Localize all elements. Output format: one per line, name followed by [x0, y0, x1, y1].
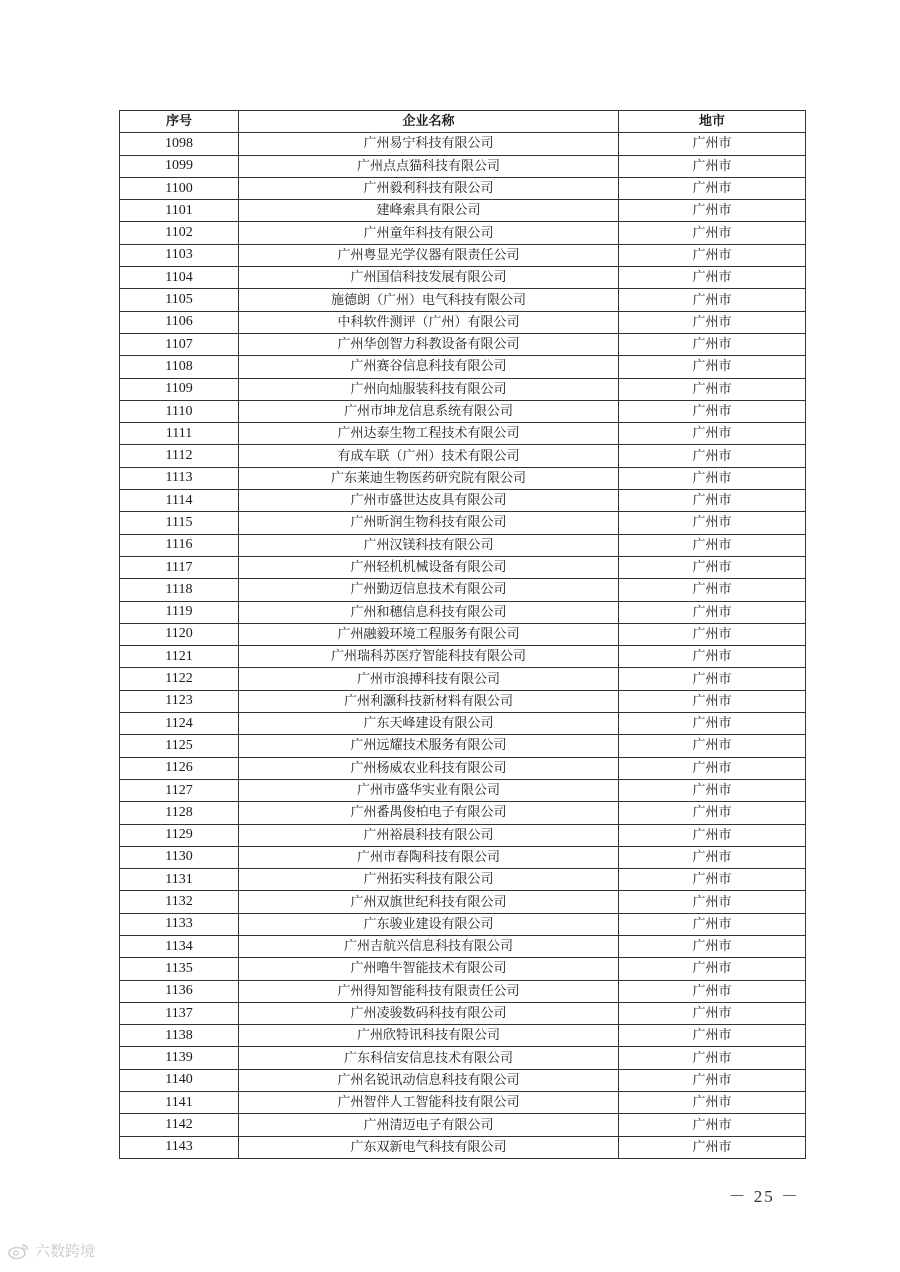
- table-row: [120, 490, 806, 512]
- cell-company-name: 有成车联（广州）技术有限公司: [239, 445, 619, 467]
- table-body: [120, 133, 806, 1159]
- cell-company-name: 广州达泰生物工程技术有限公司: [239, 423, 619, 445]
- cell-city: 广州市: [619, 356, 806, 378]
- cell-company-name: 广州点点猫科技有限公司: [239, 155, 619, 177]
- cell-serial-number: 1107: [120, 333, 239, 355]
- cell-serial-number: 1131: [120, 869, 239, 891]
- cell-city: 广州市: [619, 735, 806, 757]
- cell-city: 广州市: [619, 1025, 806, 1047]
- cell-city: 广州市: [619, 690, 806, 712]
- cell-city: 广州市: [619, 846, 806, 868]
- table-row: [120, 690, 806, 712]
- table-row: [120, 935, 806, 957]
- table-row: [120, 155, 806, 177]
- cell-company-name: 广州瑞科苏医疗智能科技有限公司: [239, 646, 619, 668]
- cell-company-name: 广东天峰建设有限公司: [239, 713, 619, 735]
- cell-company-name: 广州市春陶科技有限公司: [239, 846, 619, 868]
- cell-company-name: 广州清迈电子有限公司: [239, 1114, 619, 1136]
- table-row: [120, 400, 806, 422]
- cell-serial-number: 1127: [120, 779, 239, 801]
- cell-serial-number: 1120: [120, 623, 239, 645]
- cell-city: 广州市: [619, 177, 806, 199]
- cell-serial-number: 1125: [120, 735, 239, 757]
- cell-serial-number: 1101: [120, 200, 239, 222]
- cell-serial-number: 1114: [120, 490, 239, 512]
- cell-company-name: 广州裕晨科技有限公司: [239, 824, 619, 846]
- cell-serial-number: 1119: [120, 601, 239, 623]
- table-row: [120, 891, 806, 913]
- cell-serial-number: 1112: [120, 445, 239, 467]
- cell-company-name: 广州赛谷信息科技有限公司: [239, 356, 619, 378]
- cell-serial-number: 1099: [120, 155, 239, 177]
- cell-serial-number: 1140: [120, 1069, 239, 1091]
- table-row: [120, 869, 806, 891]
- table-row: [120, 735, 806, 757]
- cell-serial-number: 1142: [120, 1114, 239, 1136]
- table-row: [120, 512, 806, 534]
- table-header-row: [120, 111, 806, 133]
- cell-serial-number: 1130: [120, 846, 239, 868]
- cell-serial-number: 1102: [120, 222, 239, 244]
- cell-company-name: 广州易宁科技有限公司: [239, 133, 619, 155]
- cell-city: 广州市: [619, 935, 806, 957]
- cell-company-name: 广州毅利科技有限公司: [239, 177, 619, 199]
- cell-city: 广州市: [619, 133, 806, 155]
- cell-company-name: 广州名锐讯动信息科技有限公司: [239, 1069, 619, 1091]
- cell-city: 广州市: [619, 556, 806, 578]
- table-row: [120, 423, 806, 445]
- cell-city: 广州市: [619, 980, 806, 1002]
- table-row: [120, 556, 806, 578]
- cell-city: 广州市: [619, 623, 806, 645]
- cell-company-name: 施德朗（广州）电气科技有限公司: [239, 289, 619, 311]
- cell-serial-number: 1121: [120, 646, 239, 668]
- cell-company-name: 广州噜牛智能技术有限公司: [239, 958, 619, 980]
- table-row: [120, 1069, 806, 1091]
- cell-city: 广州市: [619, 267, 806, 289]
- cell-serial-number: 1139: [120, 1047, 239, 1069]
- cell-company-name: 广州市盛华实业有限公司: [239, 779, 619, 801]
- table-row: [120, 1002, 806, 1024]
- cell-company-name: 广州得知智能科技有限责任公司: [239, 980, 619, 1002]
- cell-city: 广州市: [619, 958, 806, 980]
- table-row: [120, 757, 806, 779]
- cell-serial-number: 1134: [120, 935, 239, 957]
- table-row: [120, 333, 806, 355]
- cell-company-name: 广州利灏科技新材料有限公司: [239, 690, 619, 712]
- cell-serial-number: 1137: [120, 1002, 239, 1024]
- cell-serial-number: 1143: [120, 1136, 239, 1158]
- table-row: [120, 1114, 806, 1136]
- cell-city: 广州市: [619, 534, 806, 556]
- cell-serial-number: 1105: [120, 289, 239, 311]
- cell-company-name: 广州远耀技术服务有限公司: [239, 735, 619, 757]
- table-row: [120, 177, 806, 199]
- cell-city: 广州市: [619, 913, 806, 935]
- table-row: [120, 289, 806, 311]
- table-row: [120, 913, 806, 935]
- cell-city: 广州市: [619, 512, 806, 534]
- table-row: [120, 846, 806, 868]
- cell-serial-number: 1141: [120, 1092, 239, 1114]
- cell-city: 广州市: [619, 757, 806, 779]
- cell-company-name: 广州童年科技有限公司: [239, 222, 619, 244]
- cell-company-name: 广州杨威农业科技有限公司: [239, 757, 619, 779]
- cell-city: 广州市: [619, 802, 806, 824]
- table-row: [120, 623, 806, 645]
- cell-serial-number: 1132: [120, 891, 239, 913]
- table-row: [120, 1092, 806, 1114]
- cell-city: 广州市: [619, 1114, 806, 1136]
- table-row: [120, 534, 806, 556]
- watermark-text: 六数跨境: [35, 1242, 96, 1260]
- table-row: [120, 980, 806, 1002]
- cell-serial-number: 1104: [120, 267, 239, 289]
- cell-city: 广州市: [619, 155, 806, 177]
- cell-company-name: 广州和穗信息科技有限公司: [239, 601, 619, 623]
- table-row: [120, 668, 806, 690]
- cell-city: 广州市: [619, 1047, 806, 1069]
- cell-company-name: 广州昕润生物科技有限公司: [239, 512, 619, 534]
- cell-serial-number: 1138: [120, 1025, 239, 1047]
- header-company-name: 企业名称: [239, 111, 619, 133]
- cell-city: 广州市: [619, 333, 806, 355]
- cell-serial-number: 1122: [120, 668, 239, 690]
- cell-serial-number: 1133: [120, 913, 239, 935]
- cell-company-name: 广东莱迪生物医药研究院有限公司: [239, 467, 619, 489]
- cell-company-name: 广州国信科技发展有限公司: [239, 267, 619, 289]
- cell-city: 广州市: [619, 668, 806, 690]
- table-row: [120, 222, 806, 244]
- cell-company-name: 广东科信安信息技术有限公司: [239, 1047, 619, 1069]
- table-row: [120, 200, 806, 222]
- cell-serial-number: 1123: [120, 690, 239, 712]
- table-row: [120, 1047, 806, 1069]
- cell-city: 广州市: [619, 1002, 806, 1024]
- table-row: [120, 802, 806, 824]
- cell-company-name: 广州勤迈信息技术有限公司: [239, 579, 619, 601]
- table-row: [120, 244, 806, 266]
- cell-company-name: 广州粤显光学仪器有限责任公司: [239, 244, 619, 266]
- watermark: [8, 1240, 95, 1261]
- cell-serial-number: 1129: [120, 824, 239, 846]
- cell-company-name: 中科软件测评（广州）有限公司: [239, 311, 619, 333]
- cell-city: 广州市: [619, 400, 806, 422]
- table-row: [120, 1025, 806, 1047]
- table-row: [120, 445, 806, 467]
- table-row: [120, 958, 806, 980]
- cell-city: 广州市: [619, 423, 806, 445]
- cell-city: 广州市: [619, 311, 806, 333]
- header-serial-number: 序号: [120, 111, 239, 133]
- table-row: [120, 824, 806, 846]
- cell-city: 广州市: [619, 713, 806, 735]
- cell-serial-number: 1110: [120, 400, 239, 422]
- cell-serial-number: 1124: [120, 713, 239, 735]
- cell-serial-number: 1118: [120, 579, 239, 601]
- cell-city: 广州市: [619, 1069, 806, 1091]
- cell-city: 广州市: [619, 244, 806, 266]
- cell-serial-number: 1136: [120, 980, 239, 1002]
- cell-city: 广州市: [619, 222, 806, 244]
- cell-city: 广州市: [619, 445, 806, 467]
- page-number: － 25 －: [728, 1187, 800, 1206]
- cell-company-name: 广州智伴人工智能科技有限公司: [239, 1092, 619, 1114]
- cell-company-name: 广州双旗世纪科技有限公司: [239, 891, 619, 913]
- cell-serial-number: 1108: [120, 356, 239, 378]
- cell-serial-number: 1115: [120, 512, 239, 534]
- cell-serial-number: 1126: [120, 757, 239, 779]
- cell-company-name: 广州华创智力科教设备有限公司: [239, 333, 619, 355]
- table-row: [120, 601, 806, 623]
- cell-city: 广州市: [619, 824, 806, 846]
- cell-company-name: 建峰索具有限公司: [239, 200, 619, 222]
- cell-company-name: 广州市浪搏科技有限公司: [239, 668, 619, 690]
- cell-company-name: 广州市盛世达皮具有限公司: [239, 490, 619, 512]
- cell-serial-number: 1098: [120, 133, 239, 155]
- cell-company-name: 广州凌骏数码科技有限公司: [239, 1002, 619, 1024]
- table-row: [120, 579, 806, 601]
- cell-city: 广州市: [619, 891, 806, 913]
- cell-company-name: 广东骏业建设有限公司: [239, 913, 619, 935]
- cell-serial-number: 1117: [120, 556, 239, 578]
- company-table: [119, 110, 806, 1159]
- cell-city: 广州市: [619, 378, 806, 400]
- weibo-logo-icon: [8, 1242, 30, 1260]
- table-row: [120, 646, 806, 668]
- table-row: [120, 378, 806, 400]
- table-row: [120, 1136, 806, 1158]
- cell-city: 广州市: [619, 646, 806, 668]
- cell-city: 广州市: [619, 869, 806, 891]
- cell-city: 广州市: [619, 1136, 806, 1158]
- table-row: [120, 779, 806, 801]
- table-row: [120, 133, 806, 155]
- cell-company-name: 广州向灿服装科技有限公司: [239, 378, 619, 400]
- cell-serial-number: 1100: [120, 177, 239, 199]
- cell-company-name: 广州市坤龙信息系统有限公司: [239, 400, 619, 422]
- cell-company-name: 广州番禺俊柏电子有限公司: [239, 802, 619, 824]
- table-row: [120, 713, 806, 735]
- cell-company-name: 广州拓实科技有限公司: [239, 869, 619, 891]
- cell-city: 广州市: [619, 467, 806, 489]
- cell-city: 广州市: [619, 779, 806, 801]
- cell-serial-number: 1135: [120, 958, 239, 980]
- cell-company-name: 广州融毅环境工程服务有限公司: [239, 623, 619, 645]
- cell-city: 广州市: [619, 200, 806, 222]
- cell-serial-number: 1116: [120, 534, 239, 556]
- cell-serial-number: 1111: [120, 423, 239, 445]
- cell-company-name: 广州欣特讯科技有限公司: [239, 1025, 619, 1047]
- cell-serial-number: 1103: [120, 244, 239, 266]
- cell-city: 广州市: [619, 289, 806, 311]
- cell-city: 广州市: [619, 1092, 806, 1114]
- cell-city: 广州市: [619, 579, 806, 601]
- cell-serial-number: 1106: [120, 311, 239, 333]
- cell-serial-number: 1128: [120, 802, 239, 824]
- table-row: [120, 467, 806, 489]
- cell-company-name: 广州汉镁科技有限公司: [239, 534, 619, 556]
- cell-company-name: 广州轻机机械设备有限公司: [239, 556, 619, 578]
- cell-serial-number: 1113: [120, 467, 239, 489]
- table-row: [120, 311, 806, 333]
- table-row: [120, 267, 806, 289]
- cell-city: 广州市: [619, 601, 806, 623]
- cell-company-name: 广东双新电气科技有限公司: [239, 1136, 619, 1158]
- cell-company-name: 广州吉航兴信息科技有限公司: [239, 935, 619, 957]
- cell-serial-number: 1109: [120, 378, 239, 400]
- cell-city: 广州市: [619, 490, 806, 512]
- table-row: [120, 356, 806, 378]
- header-city: 地市: [619, 111, 806, 133]
